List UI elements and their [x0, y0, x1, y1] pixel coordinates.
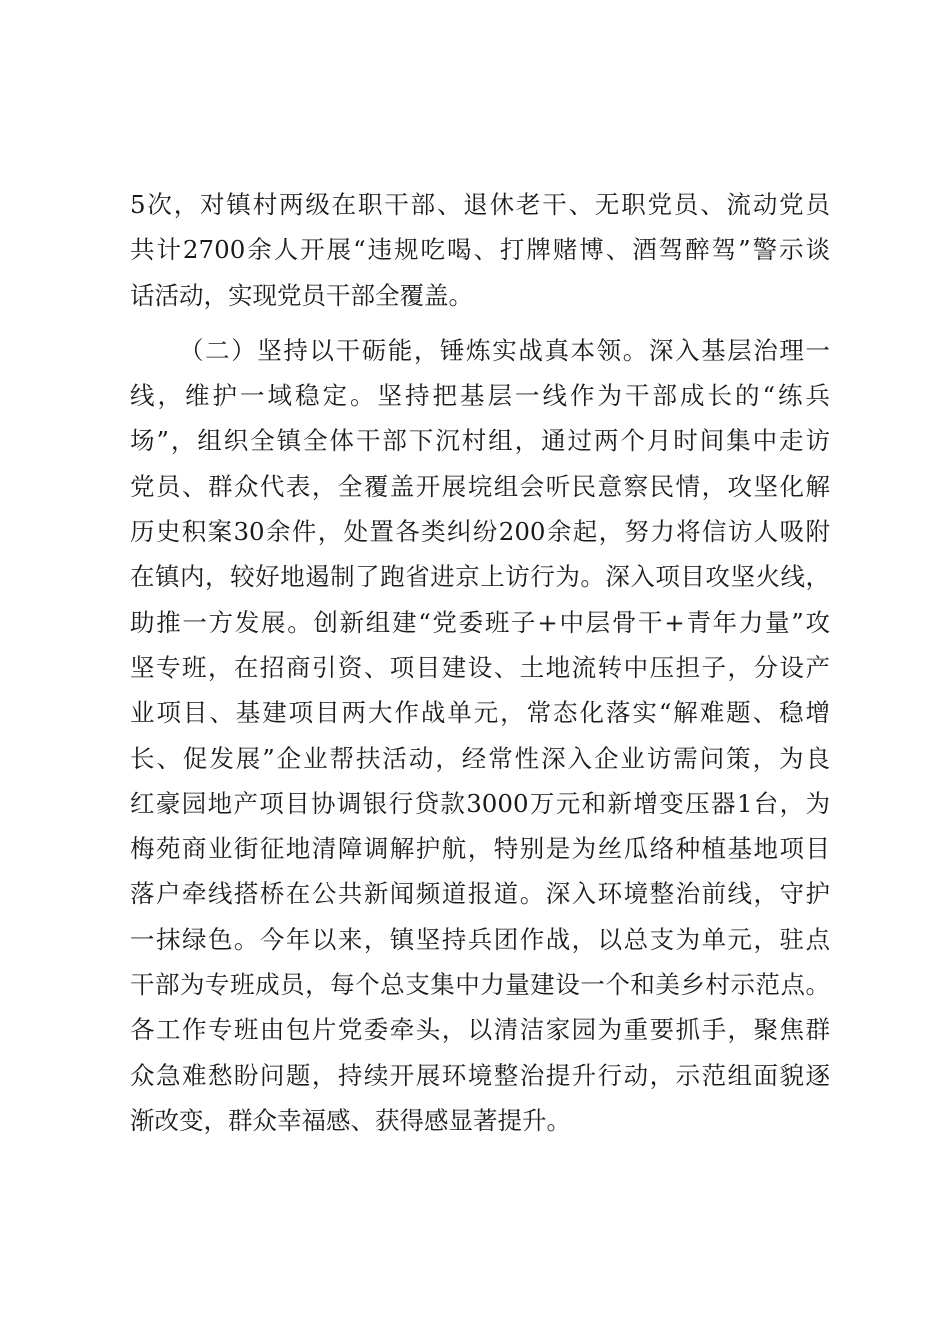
text-line: 渐改变，群众幸福感、获得感显著提升。	[130, 1105, 571, 1135]
text-line: 线，维护一域稳定。坚持把基层一线作为干部成长的“练兵	[130, 381, 830, 411]
text-line: 共计2700余人开展“违规吃喝、打牌赌博、酒驾醉驾”警示谈	[130, 235, 830, 265]
text-line: 红豪园地产项目协调银行贷款3000万元和新增变压器1台，为	[130, 788, 830, 818]
text-line: 话活动，实现党员干部全覆盖。	[130, 280, 473, 310]
text-line: 众急难愁盼问题，持续开展环境整治提升行动，示范组面貌逐	[130, 1060, 830, 1090]
text-line: 坚专班，在招商引资、项目建设、土地流转中压担子，分设产	[130, 652, 830, 682]
text-line: 在镇内，较好地遏制了跑省进京上访行为。深入项目攻坚火线，	[130, 562, 830, 592]
text-line: 落户牵线搭桥在公共新闻频道报道。深入环境整治前线，守护	[130, 879, 830, 909]
text-line: 助推一方发展。创新组建“党委班子+中层骨干+青年力量”攻	[130, 607, 830, 637]
text-line: 梅苑商业街征地清障调解护航，特别是为丝瓜络种植基地项目	[130, 834, 830, 864]
text-line: 一抹绿色。今年以来，镇坚持兵团作战，以总支为单元，驻点	[130, 924, 830, 954]
text-line: 干部为专班成员，每个总支集中力量建设一个和美乡村示范点。	[130, 970, 830, 1000]
text-line: 5次，对镇村两级在职干部、退休老干、无职党员、流动党员	[130, 190, 830, 219]
text-line: 场”，组织全镇全体干部下沉村组，通过两个月时间集中走访	[130, 426, 830, 456]
paragraph-2	[130, 328, 830, 1143]
text-line: 历史积案30余件，处置各类纠纷200余起，努力将信访人吸附	[130, 517, 830, 547]
text-line: （二）坚持以干砺能，锤炼实战真本领。深入基层治理一	[179, 335, 830, 365]
text-line: 党员、群众代表，全覆盖开展垸组会听民意察民情，攻坚化解	[130, 471, 830, 501]
paragraph-spacer	[130, 318, 830, 328]
text-line: 长、促发展”企业帮扶活动，经常性深入企业访需问策，为良	[130, 743, 830, 773]
document-body	[130, 182, 830, 1143]
text-line: 业项目、基建项目两大作战单元，常态化落实“解难题、稳增	[130, 698, 830, 728]
paragraph-1	[130, 182, 830, 318]
text-line: 各工作专班由包片党委牵头，以清洁家园为重要抓手，聚焦群	[130, 1015, 830, 1045]
